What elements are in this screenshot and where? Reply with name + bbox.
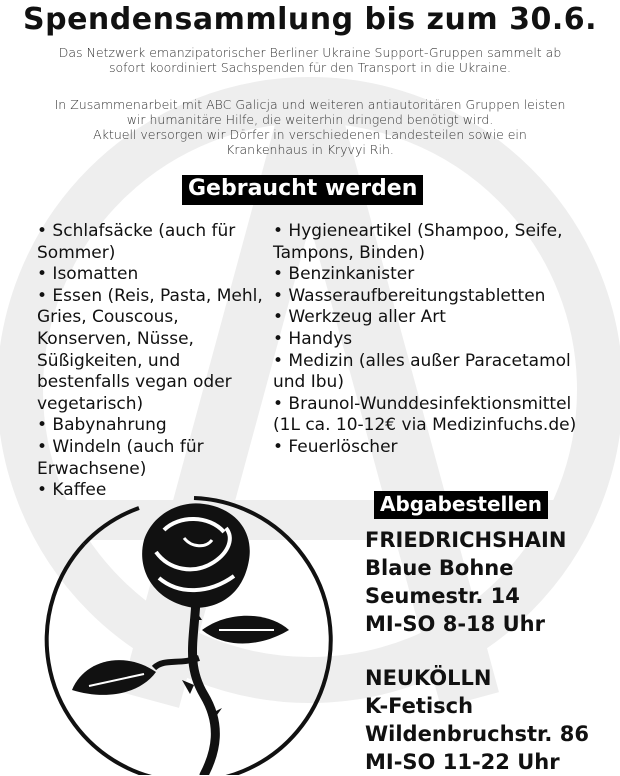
list-line: • Wasseraufbereitungstabletten — [273, 285, 546, 306]
list-line: (1L ca. 10-12€ via Medizinfuchs.de) — [273, 415, 577, 436]
list-line: • Hygieneartikel (Shampoo, Seife, — [273, 221, 563, 241]
dropoff-location-neukoelln — [365, 664, 589, 776]
dropoff-heading: Abgabestellen — [374, 491, 548, 519]
rose-icon — [44, 490, 344, 775]
district-name: FRIEDRICHSHAIN — [365, 528, 567, 552]
intro-line: In Zusammenarbeit mit ABC Galicja und weiteren antiautoritären Gruppen leisten — [54, 97, 566, 112]
intro-line: wir humanitäre Hilfe, die weiterhin dringend benötigt wird. — [126, 112, 494, 127]
needed-list-right — [273, 221, 603, 459]
list-line: Konserven, Nüsse, — [37, 328, 194, 349]
intro-line: sofort koordiniert Sachspenden für den Transport in die Ukraine. — [109, 60, 511, 75]
list-line: bestenfalls vegan oder — [37, 372, 232, 393]
list-line: • Handys — [273, 328, 353, 349]
intro-line: Krankenhaus in Kryvyi Rih. — [226, 142, 394, 157]
list-line: Tampons, Binden) — [273, 242, 425, 263]
list-line: und Ibu) — [273, 372, 344, 393]
list-line: • Isomatten — [37, 264, 139, 285]
list-line: Gries, Couscous, — [37, 307, 179, 328]
page-title: Spendensammlung bis zum 30.6. — [23, 2, 597, 37]
list-line: • Feuerlöscher — [273, 436, 398, 457]
dropoff-location-friedrichshain — [365, 526, 566, 638]
needed-heading: Gebraucht werden — [182, 175, 423, 205]
list-line: • Werkzeug aller Art — [273, 307, 446, 328]
venue-hours: MI-SO 11-22 Uhr — [365, 750, 560, 774]
needed-list-left — [37, 221, 269, 502]
list-line: • Benzinkanister — [273, 264, 415, 285]
list-line: • Braunol-Wunddesinfektionsmittel — [273, 393, 572, 414]
list-line: • Schlafsäcke (auch für — [37, 221, 236, 241]
venue-name: K-Fetisch — [365, 694, 474, 718]
intro-line: Aktuell versorgen wir Dörfer in verschiedenen Landesteilen sowie ein — [93, 127, 527, 142]
list-line: Sommer) — [37, 242, 116, 263]
list-line: Süßigkeiten, und — [37, 350, 181, 371]
list-line: Erwachsene) — [37, 458, 147, 479]
list-line: • Kaffee — [37, 480, 107, 501]
list-line: • Medizin (alles außer Paracetamol — [273, 350, 571, 371]
intro-line: Das Netzwerk emanzipatorischer Berliner Ukraine Support-Gruppen sammelt ab — [58, 45, 562, 60]
list-line: vegetarisch) — [37, 393, 144, 414]
district-name: NEUKÖLLN — [365, 666, 492, 690]
intro-paragraph-2 — [20, 97, 600, 157]
intro-paragraph-1 — [20, 45, 600, 75]
venue-street: Seumestr. 14 — [365, 584, 520, 608]
venue-hours: MI-SO 8-18 Uhr — [365, 612, 545, 636]
venue-name: Blaue Bohne — [365, 556, 514, 580]
venue-street: Wildenbruchstr. 86 — [365, 722, 589, 746]
list-line: • Essen (Reis, Pasta, Mehl, — [37, 285, 263, 306]
list-line: • Babynahrung — [37, 415, 167, 436]
list-line: • Windeln (auch für — [37, 436, 204, 457]
